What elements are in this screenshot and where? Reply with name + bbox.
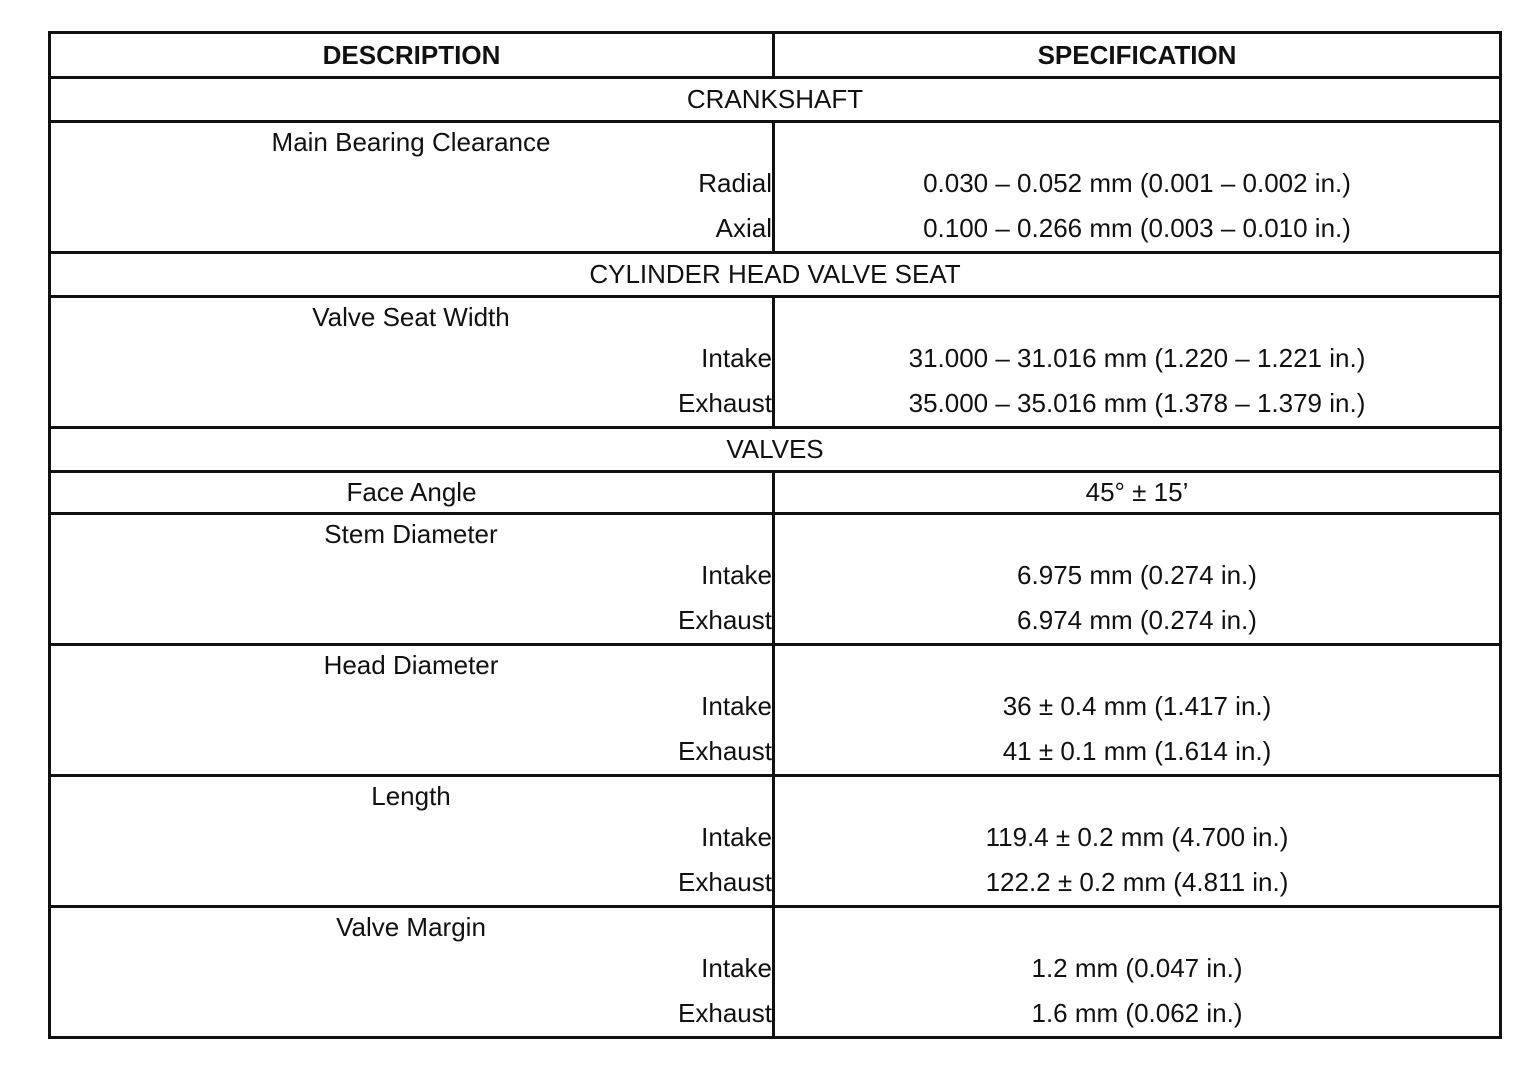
spec-value: 45° ± 15’ [774, 472, 1501, 514]
table-row [50, 336, 1501, 381]
table-row [50, 645, 1501, 685]
row-label: Face Angle [50, 472, 774, 514]
section-title-cylinder-head: CYLINDER HEAD VALVE SEAT [50, 253, 1501, 297]
spec-value: 35.000 – 35.016 mm (1.378 – 1.379 in.) [774, 381, 1501, 428]
spec-value: 6.974 mm (0.274 in.) [774, 598, 1501, 645]
table-row [50, 598, 1501, 645]
sub-label: Exhaust [50, 991, 774, 1038]
sub-label: Exhaust [50, 729, 774, 776]
row-label: Main Bearing Clearance [271, 127, 551, 157]
section-row [50, 253, 1501, 297]
section-row [50, 78, 1501, 122]
spec-value: 1.6 mm (0.062 in.) [774, 991, 1501, 1038]
spec-value: 1.2 mm (0.047 in.) [774, 946, 1501, 991]
table-row [50, 860, 1501, 907]
sub-label: Radial [50, 161, 774, 206]
sub-label: Intake [50, 946, 774, 991]
table-row [50, 729, 1501, 776]
row-label: Valve Seat Width [312, 302, 510, 332]
table-row [50, 514, 1501, 554]
spec-value: 0.100 – 0.266 mm (0.003 – 0.010 in.) [774, 206, 1501, 253]
sub-label: Axial [50, 206, 774, 253]
row-label: Stem Diameter [324, 519, 498, 549]
section-title-crankshaft: CRANKSHAFT [50, 78, 1501, 122]
table-row [50, 907, 1501, 947]
sub-label: Intake [50, 684, 774, 729]
spec-value: 119.4 ± 0.2 mm (4.700 in.) [774, 815, 1501, 860]
sub-label: Exhaust [50, 598, 774, 645]
table-row [50, 684, 1501, 729]
table-row [50, 122, 1501, 162]
header-specification: SPECIFICATION [774, 33, 1501, 78]
table-row [50, 161, 1501, 206]
table-row [50, 991, 1501, 1038]
header-row [50, 33, 1501, 78]
section-row [50, 428, 1501, 472]
spec-value: 0.030 – 0.052 mm (0.001 – 0.002 in.) [774, 161, 1501, 206]
sub-label: Exhaust [50, 381, 774, 428]
table-row [50, 946, 1501, 991]
spec-value: 122.2 ± 0.2 mm (4.811 in.) [774, 860, 1501, 907]
table-row [50, 815, 1501, 860]
spec-value: 31.000 – 31.016 mm (1.220 – 1.221 in.) [774, 336, 1501, 381]
table-row [50, 206, 1501, 253]
sub-label: Intake [50, 553, 774, 598]
spec-value: 6.975 mm (0.274 in.) [774, 553, 1501, 598]
row-label: Head Diameter [323, 650, 499, 680]
spec-value: 41 ± 0.1 mm (1.614 in.) [774, 729, 1501, 776]
table-row [50, 381, 1501, 428]
spec-table [48, 31, 1502, 1039]
table-row [50, 776, 1501, 816]
table-row [50, 472, 1501, 514]
header-description: DESCRIPTION [50, 33, 774, 78]
spec-value: 36 ± 0.4 mm (1.417 in.) [774, 684, 1501, 729]
row-label: Valve Margin [336, 912, 486, 942]
row-label: Length [371, 781, 451, 811]
sub-label: Exhaust [50, 860, 774, 907]
table-row [50, 297, 1501, 337]
table-row [50, 553, 1501, 598]
sub-label: Intake [50, 815, 774, 860]
sub-label: Intake [50, 336, 774, 381]
section-title-valves: VALVES [50, 428, 1501, 472]
